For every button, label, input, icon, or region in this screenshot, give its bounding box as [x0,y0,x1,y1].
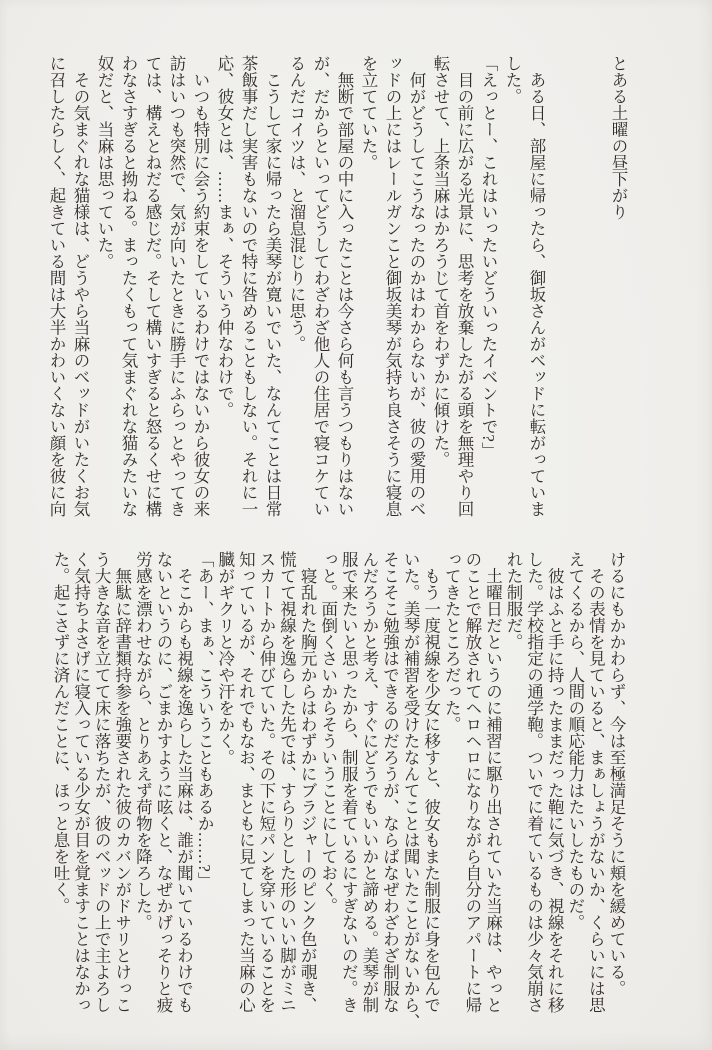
text-line: いた。美琴が補習を受けたなんてことは聞いたことがないから、 [401,551,421,1030]
story-title: とある土曜の昼下がり [609,55,628,220]
text-line: その表情を見ていると、まぁしょうがないか、くらいには思 [586,551,606,1013]
text-line: した。 [503,55,522,105]
text-line: るんだコイツは、と溜息混じりに思う。 [287,55,306,352]
text-line: ッドの上にはレールガンこと御坂美琴が気持ち良さそうに寝息 [383,55,402,517]
story-block-top [44,55,630,519]
text-line: 服で来たいと思ったから、制服を着ているにすぎないのだ。き [339,551,359,1013]
text-line: に召したらしく、起きている間は大半かわいくない顔を彼に向 [47,55,66,517]
text-line: 目の前に広がる光景に、思考を放棄したがる頭を無理やり回 [455,55,474,517]
text-line: を立てていた。 [359,55,378,171]
text-line: 「あー、まぁ、こういうこともあるか……?」 [195,551,215,889]
text-line: う大きな音を立てて床に落ちたが、彼のベッドの上で主よろし [92,551,112,1013]
text-line: わなさすぎると拗ねる。まったくもって気まぐれな猫みたいな [119,55,138,517]
text-line: ては、構えとねだる感じだ。そして構いすぎると怒るくせに構 [143,55,162,517]
text-line: 何がどうしてこうなったのかはわからないが、彼の愛用のベ [407,55,426,517]
text-line: した。学校指定の通学鞄。ついでに着ているものは少々気崩さ [524,551,544,1013]
text-line: 慌てて視線を逸らした先では、すらりとした形のいい脚がミニ [277,551,297,1013]
text-line: 知っているが、それでもなお、まともに見てしまった当麻の心 [236,551,256,1013]
text-line: 彼はふと手に持ったままだった鞄に気づき、視線をそれに移 [545,551,565,1013]
text-line: 茶飯事だし実害もないので特に咎めることもしない。それに一 [239,55,258,517]
text-line: れた制服だ。 [504,551,524,650]
text-line: 「えっとー、これはいったいどういったイベントで?」 [479,55,498,459]
text-line: 土曜日だというのに補習に駆り出されていた当麻は、やっと [483,551,503,1013]
text-line: 寝乱れた胸元からはわずかにブラジャーのピンク色が覗き、 [298,551,318,1013]
text-line: んだろうかと考え、すぐにどうでもいいかと諦める。美琴が制 [359,551,379,1013]
text-line: っと。面倒くさいからそういうことにしておく。 [318,551,338,914]
text-line: く気持ちよさげに寝入っている少女が目を覚ますことはなかっ [71,551,91,1013]
text-line: そこからも視線を逸らした当麻は、誰が聞いているわけでも [174,551,194,1013]
text-line: いつも特別に会う約束をしているわけではないから彼女の来 [191,55,210,517]
text-line: 臓がギクリと冷や汗をかく。 [215,551,235,766]
text-line: 労感を漂わせながら、とりあえず荷物を降ろした。 [133,551,153,931]
text-line: こうして家に帰ったら美琴が寛いでいた、なんてことは日常 [263,55,282,517]
text-line: スカートから伸びていた。その下に短パンを穿いていることを [256,551,276,1013]
text-line: けるにもかかわらず、今は至極満足そうに頬を緩めている。 [607,551,626,997]
text-line: そこそこ勉強はできるのだろうが、ならばなぜわざわざ制服な [380,551,400,1013]
text-line: のことで解放されてヘロヘロになりながら自分のアパートに帰 [462,551,482,1013]
text-line: 応、彼女とは、……まぁ、そういう仲なわけで。 [215,55,234,418]
text-line: た。起こさずに済んだことに、ほっと息を吐く。 [50,551,70,914]
text-line: 無駄に辞書類持参を強要された彼のカバンがドサリとけっこ [112,551,132,1013]
story-block-bottom [49,551,626,1030]
text-line: 奴だと、当麻は思っていた。 [95,55,114,270]
text-line: ある日、部屋に帰ったら、御坂さんがベッドに転がっていま [527,55,546,517]
text-line: その気まぐれな猫様は、どうやら当麻のベッドがいたくお気 [71,55,90,517]
text-line: もう一度視線を少女に移すと、彼女もまた制服に身を包んで [421,551,441,1013]
text-line: ってきたところだった。 [442,551,462,733]
text-line: が、だからといってどうしてわざわざ他人の住居で寝コケてい [311,55,330,517]
text-line: 無断で部屋の中に入ったことは今さら何も言うつもりはない [335,55,354,517]
text-line: 訪はいつも突然で、気が向いたときに勝手にふらっとやってき [167,55,186,517]
text-line: 転させて、上条当麻はかろうじて首をわずかに傾けた。 [431,55,450,468]
text-line: えてくるから、人間の順応能力はたいしたものだ。 [565,551,585,931]
text-line: ないというのに、ごまかすように呟くと、なぜかげっそりと疲 [153,551,173,1013]
